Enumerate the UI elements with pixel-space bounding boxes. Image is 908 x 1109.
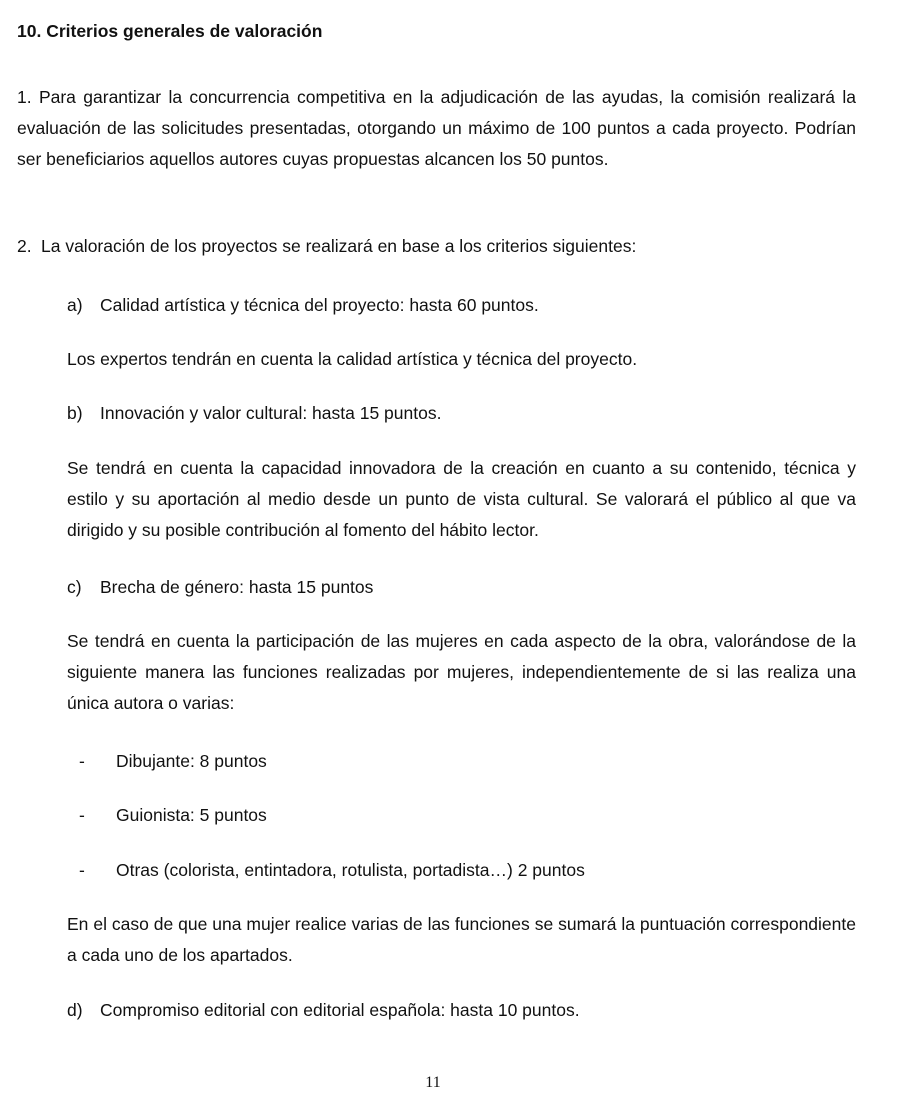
list-marker: a) (67, 295, 83, 315)
list-item-text: Dibujante: 8 puntos (116, 751, 267, 771)
criterion-heading-text: Innovación y valor cultural: hasta 15 puntos. (100, 403, 442, 423)
list-marker: 2. (17, 236, 32, 256)
criteria-intro-text: La valoración de los proyectos se realizará en base a los criterios siguientes: (41, 236, 637, 256)
list-marker: c) (67, 577, 82, 597)
criterion-c-description: Se tendrá en cuenta la participación de las mujeres en cada aspecto de la obra, valorándose de la siguiente manera las funciones realizadas por mujeres, independientemente de si las realiza una única autora o varias: (67, 631, 856, 713)
criterion-a-description: Los expertos tendrán en cuenta la calidad artística y técnica del proyecto. (67, 349, 638, 369)
dash-marker: - (79, 805, 85, 825)
criterion-heading-text: Brecha de género: hasta 15 puntos (100, 577, 374, 597)
page-number: 11 (425, 1074, 441, 1091)
criterion-b-description: Se tendrá en cuenta la capacidad innovadora de la creación en cuanto a su contenido, técnica y estilo y su aportación al medio desde un punto de vista cultural. Se valorará el público al que va dirigido y su posible contribución al fomento del hábito lector. (67, 458, 856, 540)
criterion-c-heading (67, 572, 856, 603)
list-marker: d) (67, 1000, 83, 1020)
criterion-heading-text: Calidad artística y técnica del proyecto: hasta 60 puntos. (100, 295, 539, 315)
criterion-a-heading (67, 290, 856, 321)
list-item-text: Guionista: 5 puntos (116, 805, 267, 825)
list-marker: b) (67, 403, 83, 423)
criterion-c-note: En el caso de que una mujer realice varias de las funciones se sumará la puntuación correspondiente a cada uno de los apartados. (67, 914, 856, 965)
section-title: 10. Criterios generales de valoración (17, 21, 323, 41)
list-item-text: Otras (colorista, entintadora, rotulista, portadista…) 2 puntos (116, 860, 585, 880)
paragraph-evaluation: 1. Para garantizar la concurrencia competitiva en la adjudicación de las ayudas, la comisión realizará la evaluación de las solicitudes presentadas, otorgando un máximo de 100 puntos a cada proyecto. Podrían ser beneficiarios aquellos autores cuyas propuestas alcancen los 50 puntos. (17, 87, 856, 169)
list-item (79, 746, 839, 777)
dash-marker: - (79, 751, 85, 771)
criterion-heading-text: Compromiso editorial con editorial española: hasta 10 puntos. (100, 1000, 580, 1020)
criterion-d-heading (67, 995, 856, 1026)
dash-marker: - (79, 860, 85, 880)
list-item (79, 800, 839, 831)
paragraph-criteria-intro (17, 231, 856, 262)
list-item (79, 855, 839, 886)
criterion-b-heading (67, 398, 856, 429)
